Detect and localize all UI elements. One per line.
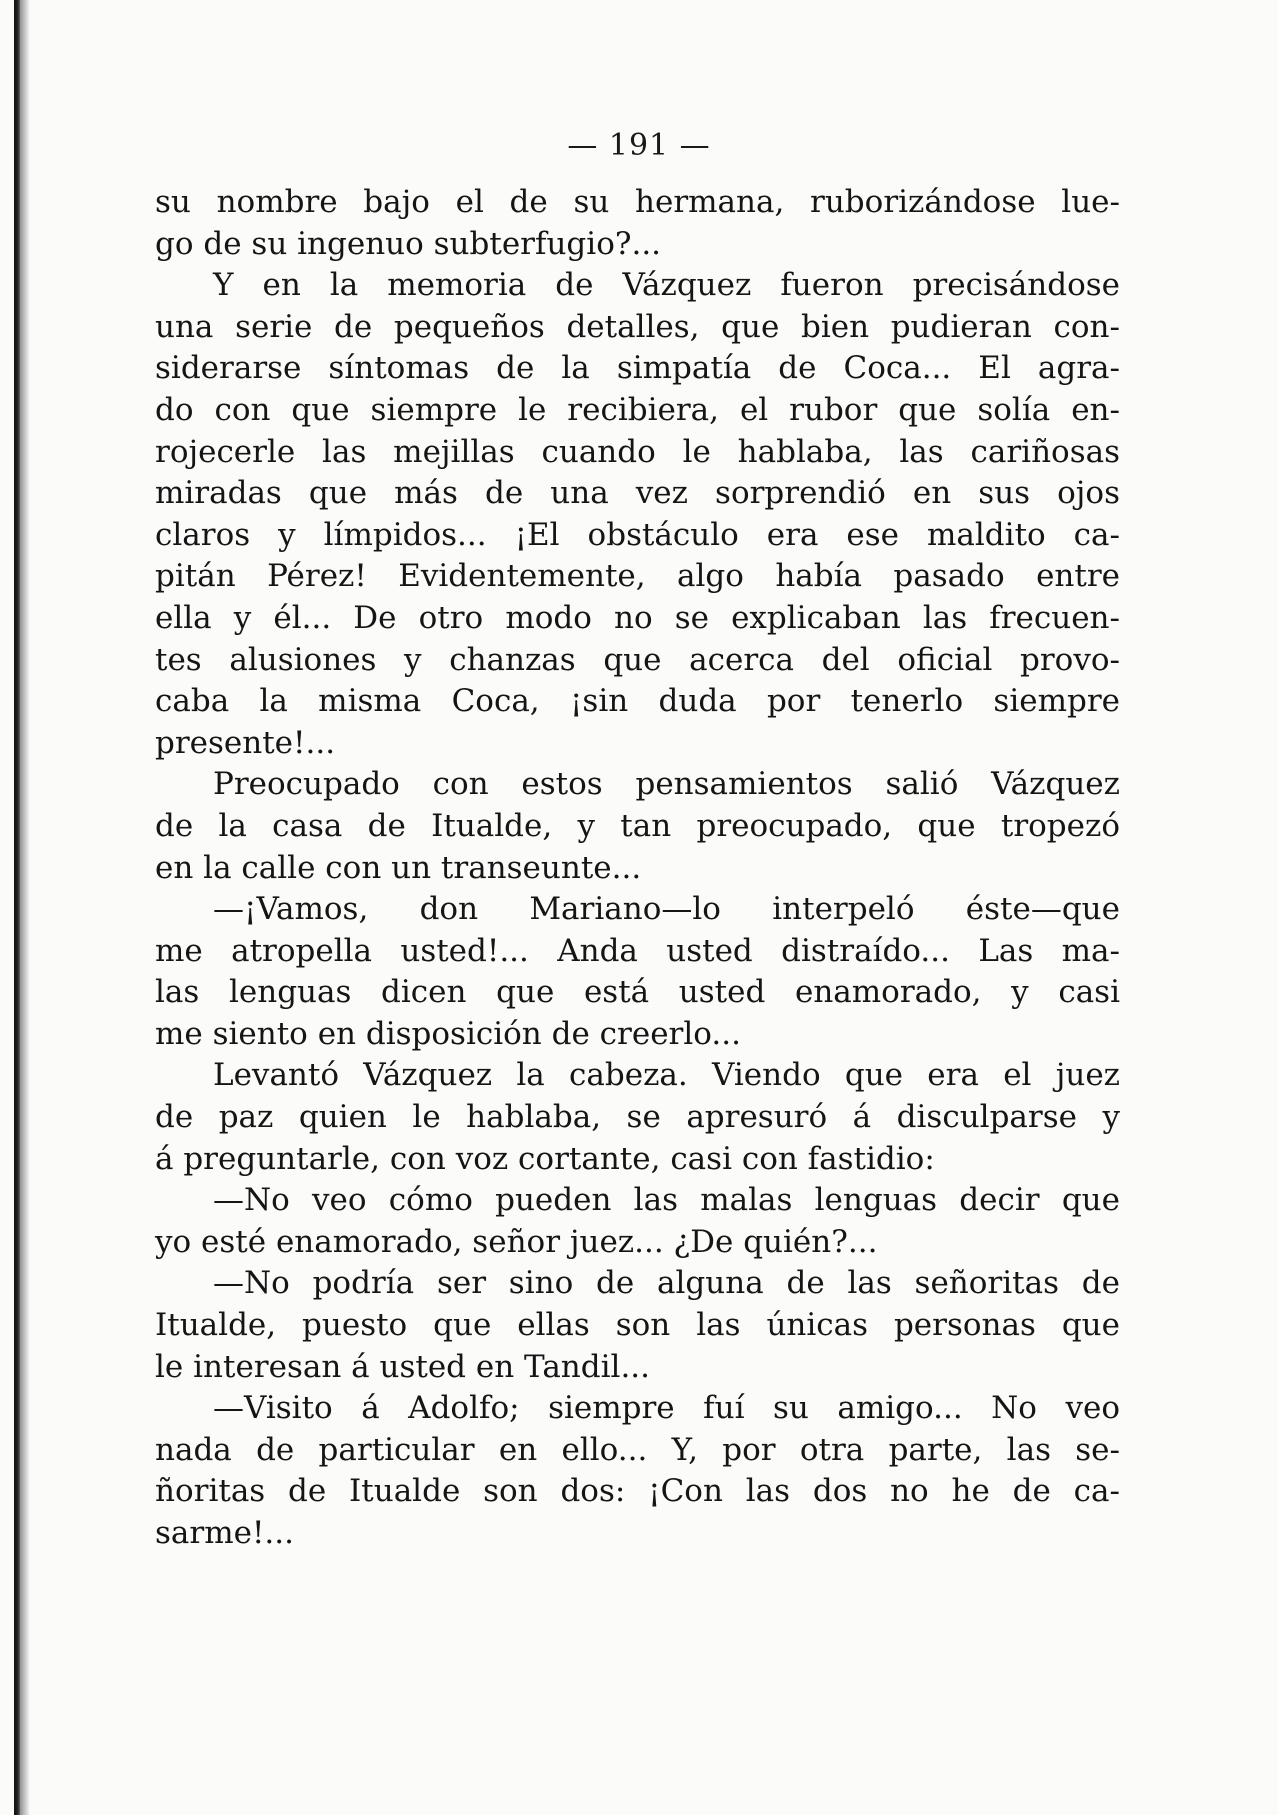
text-line: siderarse síntomas de la simpatía de Coca... El agra- — [155, 350, 1120, 387]
text-line: caba la misma Coca, ¡sin duda por tenerlo siempre — [155, 683, 1120, 720]
text-line: Itualde, puesto que ellas son las únicas personas que — [155, 1307, 1120, 1344]
binding-shadow — [20, 0, 30, 1815]
text-line: su nombre bajo el de su hermana, ruborizándose lue- — [155, 184, 1120, 220]
body-text — [155, 182, 1120, 1555]
text-line: me atropella usted!... Anda usted distraído... Las ma- — [155, 932, 1120, 969]
text-line: las lenguas dicen que está usted enamorado, y casi — [155, 974, 1120, 1011]
text-line: presente!... — [155, 724, 336, 761]
text-line: sarme!... — [155, 1515, 294, 1551]
text-line: claros y límpidos... ¡El obstáculo era ese maldito ca- — [155, 516, 1120, 553]
text-line: —Visito á Adolfo; siempre fuí su amigo... No veo — [213, 1390, 1120, 1427]
text-line: pitán Pérez! Evidentemente, algo había pasado entre — [155, 558, 1120, 595]
text-line: de paz quien le hablaba, se apresuró á disculparse y — [155, 1099, 1120, 1136]
text-line: —No veo cómo pueden las malas lenguas decir que — [213, 1182, 1120, 1219]
text-line: una serie de pequeños detalles, que bien pudieran con- — [155, 308, 1120, 345]
page-number: — 191 — — [567, 128, 711, 163]
text-line: me siento en disposición de creerlo... — [155, 1015, 741, 1052]
text-line: Levantó Vázquez la cabeza. Viendo que era el juez — [213, 1057, 1120, 1094]
text-line: le interesan á usted en Tandil... — [155, 1348, 651, 1385]
text-line: yo esté enamorado, señor juez... ¿De quién?... — [155, 1223, 878, 1260]
text-line: Y en la memoria de Vázquez fueron precisándose — [213, 267, 1120, 304]
text-line: en la calle con un transeunte... — [155, 849, 642, 886]
text-line: do con que siempre le recibiera, el rubor que solía en- — [155, 391, 1120, 428]
text-line: tes alusiones y chanzas que acerca del oficial provo- — [155, 641, 1120, 678]
text-line: á preguntarle, con voz cortante, casi con fastidio: — [155, 1140, 935, 1177]
text-line: ella y él... De otro modo no se explicaban las frecuen- — [155, 599, 1120, 636]
text-line: rojecerle las mejillas cuando le hablaba, las cariñosas — [155, 433, 1120, 470]
text-line: miradas que más de una vez sorprendió en sus ojos — [155, 475, 1120, 512]
text-line: ñoritas de Itualde son dos: ¡Con las dos no he de ca- — [155, 1473, 1120, 1510]
text-line: de la casa de Itualde, y tan preocupado, que tropezó — [155, 807, 1120, 844]
text-line: —¡Vamos, don Mariano—lo interpeló éste—que — [213, 891, 1120, 928]
text-line: —No podría ser sino de alguna de las señoritas de — [213, 1265, 1120, 1302]
text-line: nada de particular en ello... Y, por otra parte, las se- — [155, 1431, 1120, 1468]
text-line: Preocupado con estos pensamientos salió Vázquez — [213, 766, 1120, 803]
text-line: go de su ingenuo subterfugio?... — [155, 225, 662, 262]
